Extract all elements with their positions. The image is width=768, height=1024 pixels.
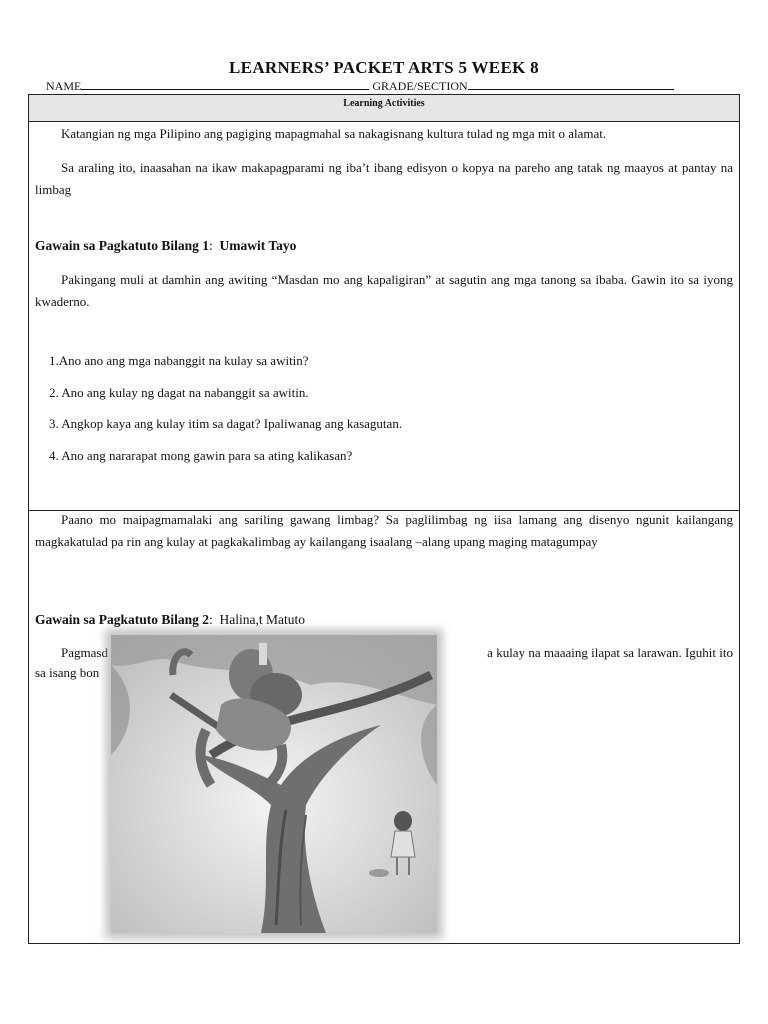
activity-1-heading [35,238,296,254]
activity-1-title: Gawain sa Pagkatuto Bilang 1 [35,238,210,253]
learning-activities-header: Learning Activities [29,95,739,122]
activity-2-text-right-1: a kulay na maaaing ilapat sa larawan. Iguhit ito [487,645,733,660]
section-2-intro: Paano mo maipagmamalaki ang sariling gawang limbag? Sa paglilimbag ng iisa lamang ang disenyo ngunit kailangang magkakatulad pa rin ang kulay at pagkakalimbag ay kailangang isaalang –alang upang maging matagumpay [35,512,733,549]
activity-2-subtitle: Halina,t Matuto [219,612,306,627]
name-grade-line [46,78,726,94]
question-2: 2. Ano ang kulay ng dagat na nabanggit sa awitin. [49,385,309,400]
activity-1-subtitle: Umawit Tayo [219,238,297,253]
activity-2-text-left-1: Pagmasd [61,645,108,660]
name-label: NAME [46,79,82,93]
question-4: 4. Ano ang nararapat mong gawin para sa ating kalikasan? [49,448,353,463]
activity-2-text-left-2: sa isang bon [35,665,100,680]
activity-2-colon: : [209,612,213,627]
intro-paragraph-1: Katangian ng mga Pilipino ang pagiging mapagmahal sa nakagisnang kultura tulad ng mga mit o alamat. [61,126,607,141]
folklore-tree-drawing-icon [111,635,437,933]
activity-1-instructions: Pakingang muli at damhin ang awiting “Masdan mo ang kapaligiran” at sagutin ang mga tanong sa ibaba. Gawin ito sa iyong kwaderno. [35,272,733,309]
activity-2-title: Gawain sa Pagkatuto Bilang 2 [35,612,210,627]
grade-section-label: GRADE/SECTION [372,79,468,93]
question-1: 1.Ano ano ang mga nabanggit na kulay sa awitin? [49,353,309,368]
illustration-image [111,635,437,933]
question-3: 3. Angkop kaya ang kulay itim sa dagat? Ipaliwanag ang kasagutan. [49,416,403,431]
grade-section-blank[interactable] [468,78,674,90]
activity-2-heading [35,612,305,628]
page-title: LEARNERS’ PACKET ARTS 5 WEEK 8 [229,58,539,77]
learning-activities-box [28,94,740,944]
activity-1-colon: : [209,238,213,253]
name-blank[interactable] [81,78,369,90]
intro-paragraph-2: Sa araling ito, inaasahan na ikaw makapagparami ng iba’t ibang edisyon o kopya na pareho ang tatak ng maayos at pantay na limbag [35,160,733,197]
